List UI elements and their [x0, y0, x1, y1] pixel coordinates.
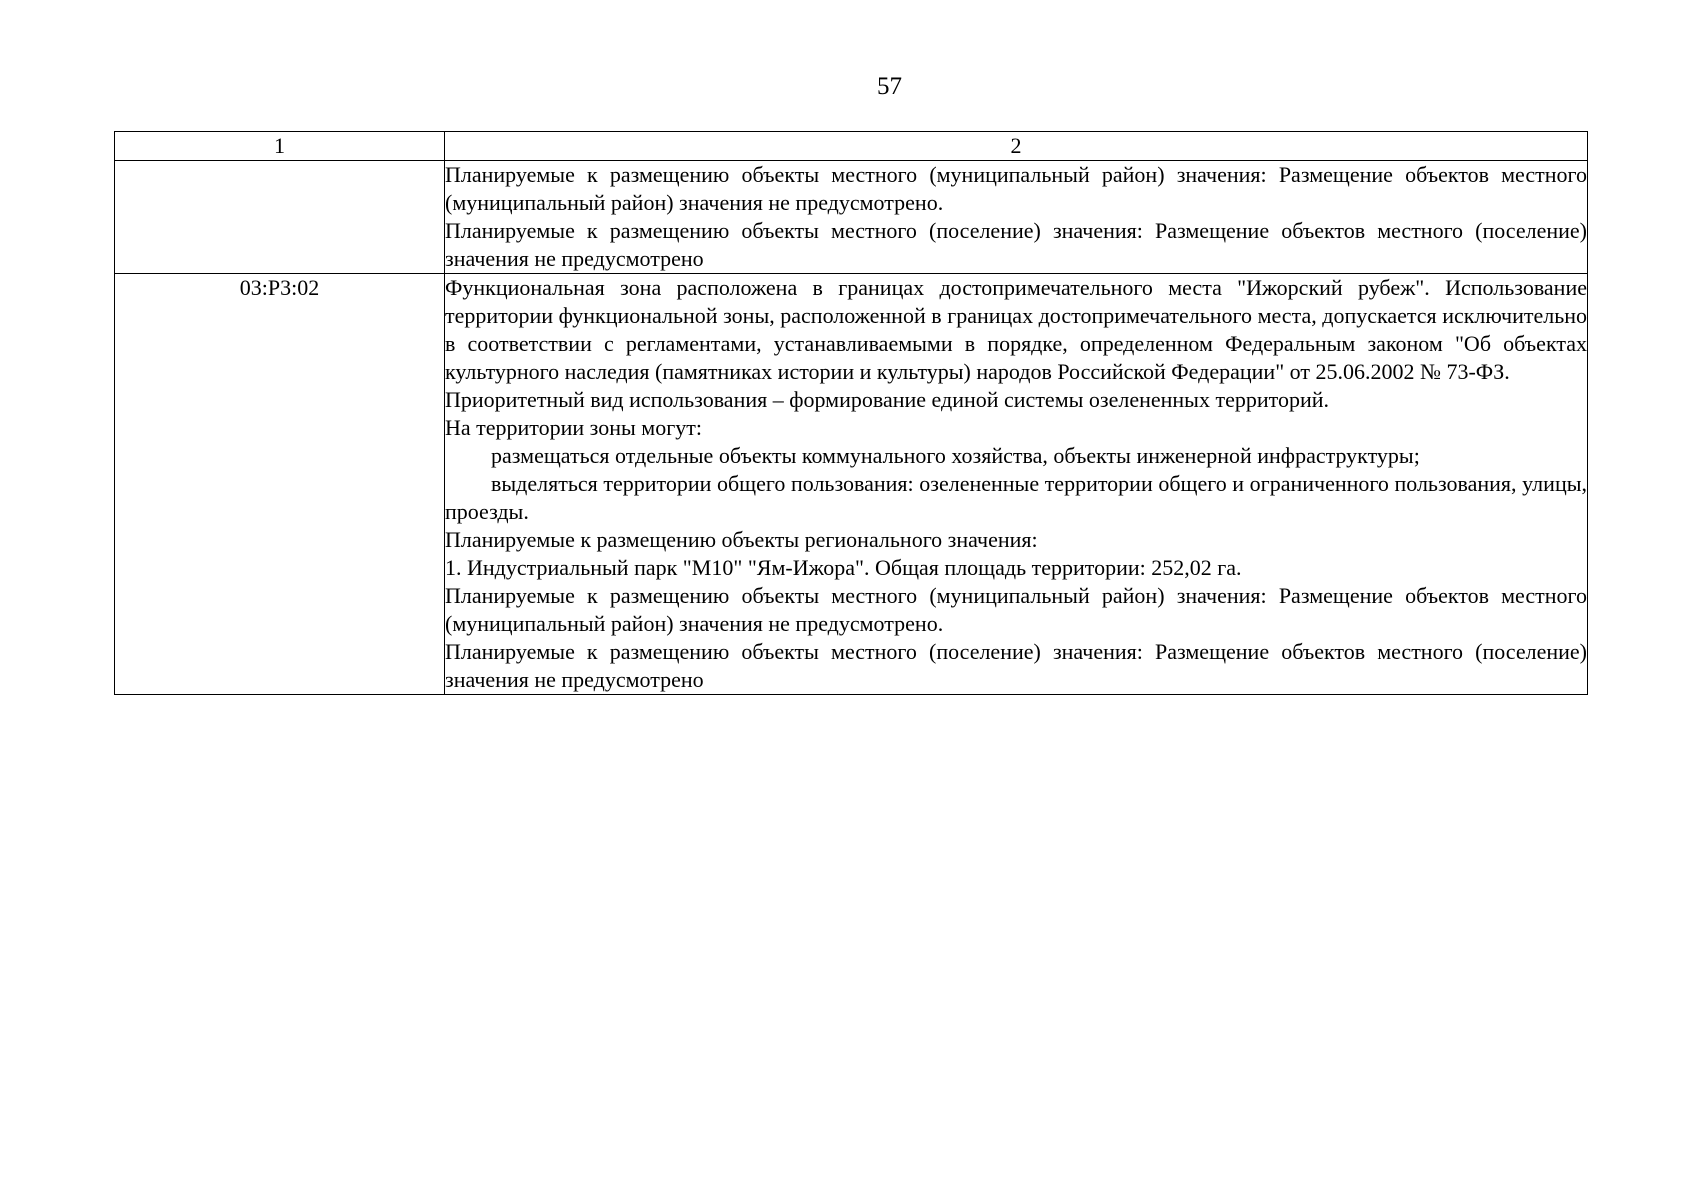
list-item: выделяться территории общего пользования: озелененные территории общего и ограниченного пользования, улицы, проезды. — [445, 471, 1587, 524]
column-header-2: 2 — [445, 132, 1588, 161]
zone-description-cell — [445, 274, 1588, 695]
page-number: 57 — [877, 73, 902, 100]
zones-table — [114, 131, 1588, 695]
table-row — [115, 274, 1588, 695]
zone-code-cell: 03:Р3:02 — [115, 274, 445, 695]
table-row — [115, 161, 1588, 274]
list-item: размещаться отдельные объекты коммунального хозяйства, объекты инженерной инфраструктуры; — [491, 443, 1420, 468]
paragraph: На территории зоны могут: — [445, 415, 702, 440]
zone-code-cell — [115, 161, 445, 274]
paragraph: Планируемые к размещению объекты регионального значения: — [445, 527, 1038, 552]
paragraph: Планируемые к размещению объекты местного (поселение) значения: Размещение объектов местного (поселение) значения не предусмотрено — [445, 218, 1587, 271]
paragraph: 1. Индустриальный парк "М10" "Ям-Ижора". Общая площадь территории: 252,02 га. — [445, 555, 1242, 580]
zone-description-cell — [445, 161, 1588, 274]
paragraph: Функциональная зона расположена в границах достопримечательного места "Ижорский рубеж". Использование территории функциональной зоны, расположенной в границах достопримечательного места, допускается исключительно в соответствии с регламентами, устанавливаемыми в порядке, определенном Федеральным законом "Об объектах культурного наследия (памятниках истории и культуры) народов Российской Федерации" от 25.06.2002 № 73-ФЗ. — [445, 275, 1587, 384]
paragraph: Планируемые к размещению объекты местного (муниципальный район) значения: Размещение объектов местного (муниципальный район) значения не предусмотрено. — [445, 162, 1587, 215]
table-header-row — [115, 132, 1588, 161]
paragraph: Планируемые к размещению объекты местного (поселение) значения: Размещение объектов местного (поселение) значения не предусмотрено — [445, 639, 1587, 692]
column-header-1: 1 — [115, 132, 445, 161]
paragraph: Планируемые к размещению объекты местного (муниципальный район) значения: Размещение объектов местного (муниципальный район) значения не предусмотрено. — [445, 583, 1587, 636]
paragraph: Приоритетный вид использования – формирование единой системы озелененных территорий. — [445, 387, 1329, 412]
